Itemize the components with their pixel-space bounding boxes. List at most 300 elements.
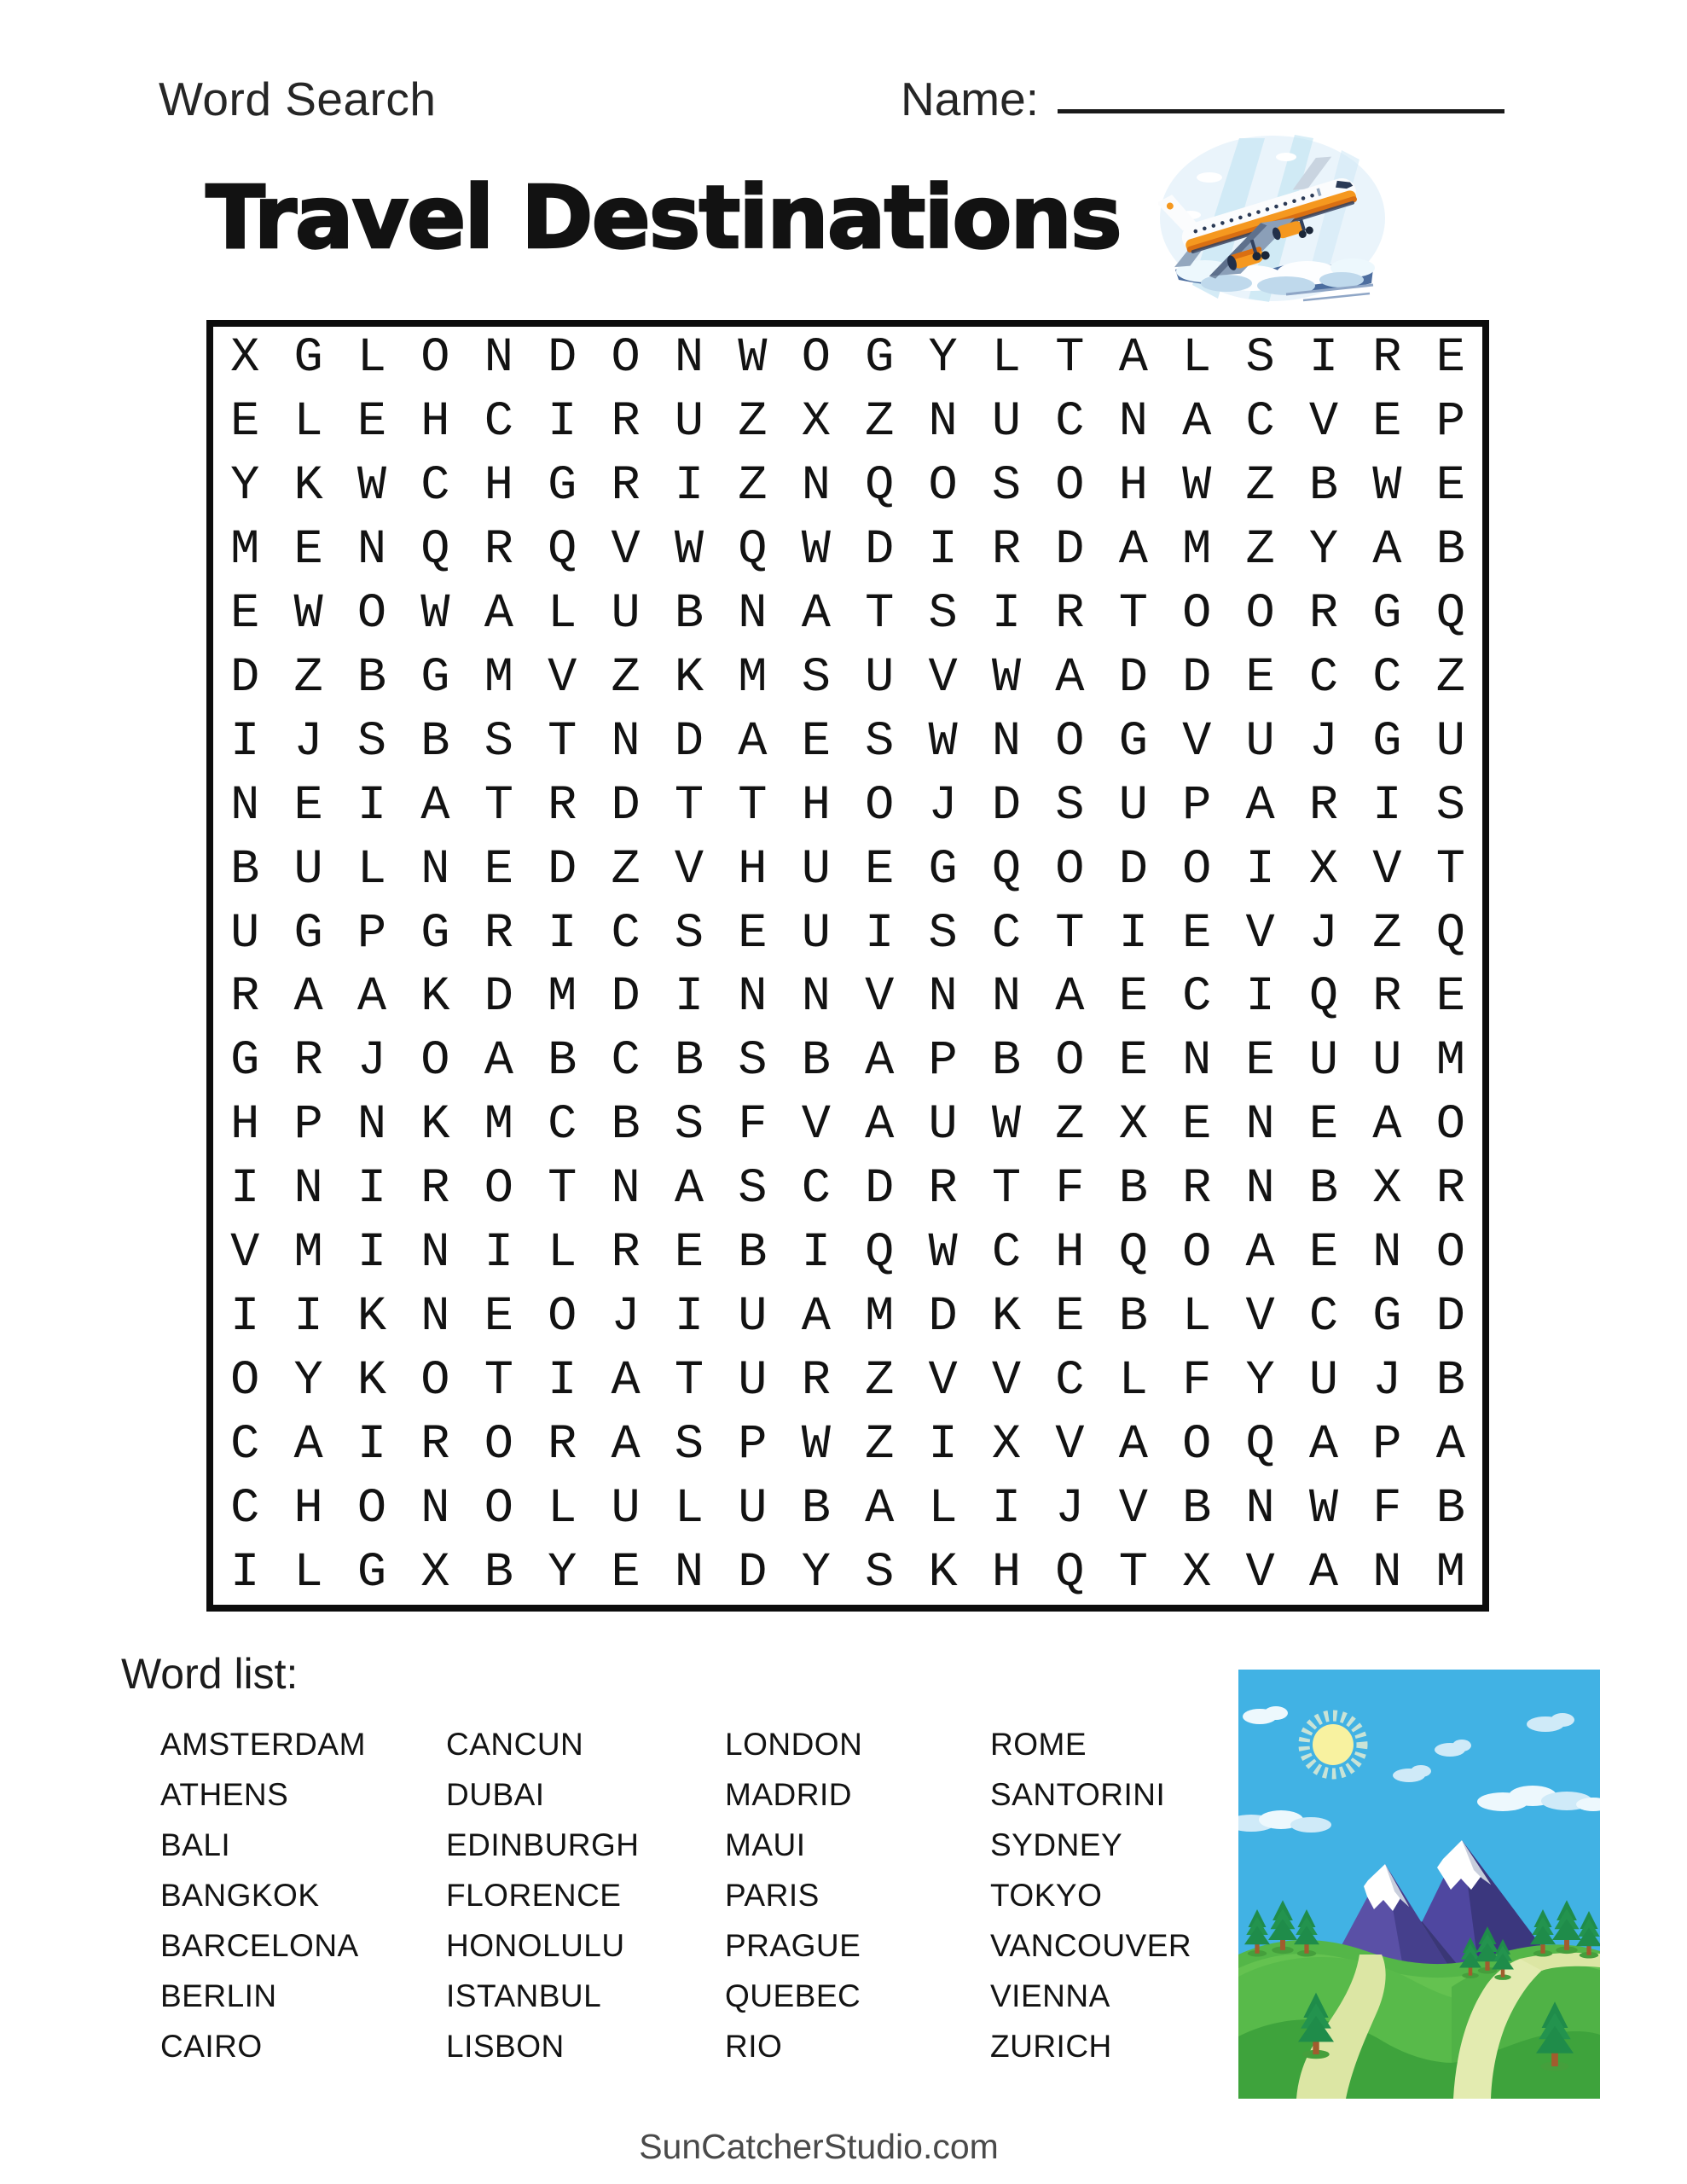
grid-letter: B	[1182, 1481, 1212, 1536]
grid-letter: A	[357, 970, 387, 1025]
grid-letter: K	[357, 1289, 387, 1345]
grid-letter: R	[1308, 778, 1339, 834]
grid-letter: D	[611, 970, 641, 1025]
landscape-illustration	[1238, 1670, 1600, 2099]
grid-letter: D	[865, 523, 895, 578]
grid-letter: P	[738, 1417, 768, 1472]
grid-letter: I	[674, 459, 704, 514]
grid-letter: I	[230, 1545, 260, 1600]
grid-letter: Z	[865, 1417, 895, 1472]
grid-letter: O	[357, 1481, 387, 1536]
grid-letter: I	[865, 906, 895, 961]
grid-letter: A	[1372, 1098, 1402, 1153]
grid-letter: U	[611, 1481, 641, 1536]
grid-letter: C	[801, 1162, 831, 1217]
grid-letter: M	[293, 1226, 323, 1281]
grid-letter: J	[611, 1289, 641, 1345]
grid-letter: D	[865, 1162, 895, 1217]
grid-letter: C	[1055, 1353, 1085, 1409]
word-search-grid	[206, 320, 1489, 1612]
grid-letter: B	[484, 1545, 513, 1600]
grid-letter: A	[484, 1034, 513, 1089]
grid-letter: B	[674, 1034, 704, 1089]
grid-letter: I	[674, 970, 704, 1025]
grid-letter: E	[484, 842, 513, 897]
grid-letter: R	[548, 778, 577, 834]
word-list-item: CAIRO	[160, 2029, 263, 2064]
grid-letter: T	[1118, 1545, 1148, 1600]
grid-letter: J	[1372, 1353, 1402, 1409]
grid-letter: N	[611, 1162, 641, 1217]
grid-letter: X	[1118, 1098, 1148, 1153]
grid-letter: U	[738, 1481, 768, 1536]
grid-letter: N	[230, 778, 260, 834]
grid-letter: V	[1182, 714, 1212, 770]
page-header-label: Word Search	[159, 73, 437, 125]
grid-letter: N	[484, 331, 513, 386]
word-list-item: SANTORINI	[990, 1777, 1166, 1812]
grid-letter: E	[1118, 970, 1148, 1025]
grid-letter: R	[1435, 1162, 1465, 1217]
grid-letter: A	[1435, 1417, 1465, 1472]
grid-letter: Y	[1245, 1353, 1275, 1409]
grid-letter: C	[1245, 395, 1275, 450]
grid-letter: B	[674, 587, 704, 642]
grid-letter: S	[674, 906, 704, 961]
grid-letter: W	[801, 523, 831, 578]
word-list-item: VIENNA	[990, 1978, 1110, 2013]
word-list-item: BERLIN	[160, 1978, 277, 2013]
grid-letter: C	[991, 906, 1022, 961]
grid-letter: E	[1118, 1034, 1148, 1089]
grid-letter: A	[865, 1034, 895, 1089]
grid-letter: W	[738, 331, 768, 386]
grid-letter: E	[674, 1226, 704, 1281]
word-list-item: FLORENCE	[446, 1878, 622, 1913]
grid-letter: P	[357, 906, 387, 961]
grid-letter: A	[1245, 778, 1275, 834]
grid-letter: N	[1372, 1545, 1402, 1600]
grid-letter: M	[1182, 523, 1212, 578]
grid-letter: Y	[230, 459, 260, 514]
grid-letter: Q	[420, 523, 450, 578]
grid-letter: O	[1055, 459, 1085, 514]
grid-letter: V	[1372, 842, 1402, 897]
grid-letter: J	[293, 714, 323, 770]
grid-letter: F	[1182, 1353, 1212, 1409]
grid-letter: D	[1182, 650, 1212, 706]
grid-letter: G	[230, 1034, 260, 1089]
grid-letter: G	[420, 906, 450, 961]
grid-letter: U	[738, 1289, 768, 1345]
grid-letter: D	[674, 714, 704, 770]
grid-letter: N	[674, 331, 704, 386]
grid-letter: O	[420, 1034, 450, 1089]
grid-letter: A	[420, 778, 450, 834]
word-list-item: VANCOUVER	[990, 1928, 1192, 1963]
grid-letter: Z	[611, 842, 641, 897]
grid-letter: R	[991, 523, 1022, 578]
grid-letter: D	[738, 1545, 768, 1600]
grid-letter: U	[1372, 1034, 1402, 1089]
grid-letter: W	[357, 459, 387, 514]
grid-letter: A	[865, 1481, 895, 1536]
grid-letter: B	[548, 1034, 577, 1089]
grid-letter: Y	[548, 1545, 577, 1600]
grid-letter: Q	[1308, 970, 1339, 1025]
grid-letter: U	[1308, 1034, 1339, 1089]
grid-letter: B	[1118, 1162, 1148, 1217]
grid-letter: U	[1435, 714, 1465, 770]
grid-letter: T	[1435, 842, 1465, 897]
grid-letter: I	[1245, 842, 1275, 897]
grid-letter: I	[548, 395, 577, 450]
word-list-item: PARIS	[725, 1878, 820, 1913]
grid-letter: N	[420, 842, 450, 897]
grid-letter: I	[674, 1289, 704, 1345]
grid-letter: P	[928, 1034, 958, 1089]
grid-letter: O	[1055, 714, 1085, 770]
grid-letter: A	[1055, 650, 1085, 706]
grid-letter: O	[420, 331, 450, 386]
grid-letter: Z	[611, 650, 641, 706]
grid-letter: D	[1055, 523, 1085, 578]
grid-letter: V	[611, 523, 641, 578]
grid-letter: K	[293, 459, 323, 514]
grid-letter: R	[548, 1417, 577, 1472]
grid-letter: G	[293, 331, 323, 386]
footer-site-text: SunCatcherStudio.com	[639, 2127, 999, 2166]
name-label: Name:	[901, 73, 1039, 125]
grid-letter: X	[1182, 1545, 1212, 1600]
grid-letter: G	[1372, 1289, 1402, 1345]
grid-letter: D	[484, 970, 513, 1025]
grid-letter: A	[1308, 1417, 1339, 1472]
grid-letter: S	[801, 650, 831, 706]
grid-letter: D	[928, 1289, 958, 1345]
grid-letter: A	[484, 587, 513, 642]
grid-letter: Q	[865, 459, 895, 514]
grid-letter: Z	[865, 395, 895, 450]
grid-letter: B	[991, 1034, 1022, 1089]
grid-letter: Z	[738, 395, 768, 450]
grid-letter: E	[357, 395, 387, 450]
grid-letter: R	[801, 1353, 831, 1409]
word-list-item: LISBON	[446, 2029, 565, 2064]
word-list-item: SYDNEY	[990, 1827, 1123, 1862]
grid-letter: D	[1118, 650, 1148, 706]
grid-letter: U	[611, 587, 641, 642]
grid-letter: D	[548, 331, 577, 386]
grid-letter: E	[801, 714, 831, 770]
grid-letter: H	[230, 1098, 260, 1153]
word-list-item: TOKYO	[990, 1878, 1103, 1913]
grid-letter: T	[1055, 331, 1085, 386]
grid-letter: U	[293, 842, 323, 897]
grid-letter: F	[738, 1098, 768, 1153]
grid-letter: E	[738, 906, 768, 961]
grid-letter: N	[928, 395, 958, 450]
grid-letter: S	[738, 1162, 768, 1217]
grid-letter: S	[1435, 778, 1465, 834]
grid-letter: Z	[1372, 906, 1402, 961]
grid-letter: X	[991, 1417, 1022, 1472]
grid-letter: W	[1308, 1481, 1339, 1536]
grid-letter: S	[865, 714, 895, 770]
grid-letter: N	[1245, 1162, 1275, 1217]
grid-letter: N	[1245, 1481, 1275, 1536]
grid-letter: T	[548, 1162, 577, 1217]
grid-letter: I	[357, 1162, 387, 1217]
grid-letter: X	[1308, 842, 1339, 897]
grid-letter: U	[865, 650, 895, 706]
word-list-column	[990, 1719, 1191, 2071]
grid-letter: L	[1118, 1353, 1148, 1409]
grid-letter: Q	[548, 523, 577, 578]
grid-letter: O	[357, 587, 387, 642]
grid-letter: K	[928, 1545, 958, 1600]
grid-letter: I	[928, 1417, 958, 1472]
grid-letter: Y	[801, 1545, 831, 1600]
grid-letter: O	[484, 1417, 513, 1472]
word-list-item: BARCELONA	[160, 1928, 359, 1963]
word-list-item: BALI	[160, 1827, 231, 1862]
grid-letter: O	[230, 1353, 260, 1409]
grid-letter: G	[548, 459, 577, 514]
grid-letter: O	[1182, 1226, 1212, 1281]
grid-letter: K	[991, 1289, 1022, 1345]
grid-letter: N	[357, 523, 387, 578]
grid-letter: U	[928, 1098, 958, 1153]
grid-letter: N	[738, 970, 768, 1025]
grid-letter: P	[1182, 778, 1212, 834]
grid-letter: L	[293, 1545, 323, 1600]
grid-letter: O	[1182, 587, 1212, 642]
grid-letter: O	[1245, 587, 1275, 642]
grid-letter: L	[548, 1226, 577, 1281]
grid-letter: A	[1245, 1226, 1275, 1281]
grid-letter: M	[548, 970, 577, 1025]
grid-letter: M	[484, 1098, 513, 1153]
grid-letter: E	[1182, 1098, 1212, 1153]
grid-letter: O	[420, 1353, 450, 1409]
grid-letter: X	[230, 331, 260, 386]
grid-letter: R	[293, 1034, 323, 1089]
airplane-illustration	[1158, 133, 1387, 307]
grid-letter: E	[230, 587, 260, 642]
grid-letter: W	[674, 523, 704, 578]
grid-letter: Z	[1245, 459, 1275, 514]
grid-letter: L	[293, 395, 323, 450]
grid-letter: S	[928, 587, 958, 642]
grid-letter: H	[991, 1545, 1022, 1600]
grid-letter: D	[1435, 1289, 1465, 1345]
grid-letter: Q	[1435, 587, 1465, 642]
word-list-item: LONDON	[725, 1727, 863, 1762]
grid-letter: V	[928, 1353, 958, 1409]
grid-letter: D	[230, 650, 260, 706]
grid-letter: V	[865, 970, 895, 1025]
grid-letter: O	[801, 331, 831, 386]
grid-letter: A	[293, 970, 323, 1025]
grid-letter: B	[1118, 1289, 1148, 1345]
word-list-item: HONOLULU	[446, 1928, 625, 1963]
grid-letter: Q	[1055, 1545, 1085, 1600]
grid-letter: C	[991, 1226, 1022, 1281]
grid-letter: V	[801, 1098, 831, 1153]
grid-letter: N	[991, 714, 1022, 770]
grid-letter: V	[1055, 1417, 1085, 1472]
grid-letter: Z	[293, 650, 323, 706]
grid-letter: B	[801, 1034, 831, 1089]
grid-letter: V	[1245, 906, 1275, 961]
grid-letter: W	[293, 587, 323, 642]
word-list-item: ATHENS	[160, 1777, 289, 1812]
grid-letter: E	[1308, 1226, 1339, 1281]
grid-letter: R	[1182, 1162, 1212, 1217]
grid-letter: E	[1182, 906, 1212, 961]
grid-letter: M	[230, 523, 260, 578]
grid-letter: A	[674, 1162, 704, 1217]
grid-letter: Y	[928, 331, 958, 386]
grid-letter: A	[801, 1289, 831, 1345]
grid-letter: E	[1435, 331, 1465, 386]
word-list-item: QUEBEC	[725, 1978, 861, 2013]
grid-letter: R	[484, 906, 513, 961]
grid-letter: I	[548, 906, 577, 961]
grid-letter: N	[991, 970, 1022, 1025]
grid-letter: U	[1245, 714, 1275, 770]
grid-letter: I	[293, 1289, 323, 1345]
grid-letter: V	[1308, 395, 1339, 450]
grid-letter: D	[548, 842, 577, 897]
grid-letter: W	[991, 1098, 1022, 1153]
grid-letter: O	[1435, 1098, 1465, 1153]
grid-letter: U	[801, 842, 831, 897]
grid-letter: I	[1308, 331, 1339, 386]
word-list-column	[160, 1719, 366, 2071]
grid-letter: U	[738, 1353, 768, 1409]
grid-letter: T	[1118, 587, 1148, 642]
grid-letter: V	[928, 650, 958, 706]
grid-letter: J	[1308, 906, 1339, 961]
grid-letter: I	[1372, 778, 1402, 834]
grid-letter: B	[738, 1226, 768, 1281]
word-list-item: EDINBURGH	[446, 1827, 640, 1862]
grid-letter: O	[484, 1481, 513, 1536]
word-list-item: PRAGUE	[725, 1928, 861, 1963]
grid-letter: T	[484, 778, 513, 834]
grid-letter: K	[674, 650, 704, 706]
grid-letter: G	[865, 331, 895, 386]
grid-letter: B	[1308, 1162, 1339, 1217]
grid-letter: A	[801, 587, 831, 642]
grid-letter: O	[1182, 842, 1212, 897]
grid-letter: J	[357, 1034, 387, 1089]
grid-letter: R	[420, 1162, 450, 1217]
grid-letter: O	[1182, 1417, 1212, 1472]
grid-letter: X	[1372, 1162, 1402, 1217]
grid-letter: V	[1245, 1289, 1275, 1345]
grid-letter: I	[357, 1226, 387, 1281]
word-list-item: ROME	[990, 1727, 1087, 1762]
grid-letter: I	[357, 778, 387, 834]
grid-letter: V	[1118, 1481, 1148, 1536]
word-list-item: MADRID	[725, 1777, 852, 1812]
grid-letter: S	[928, 906, 958, 961]
grid-letter: D	[1118, 842, 1148, 897]
grid-letter: K	[357, 1353, 387, 1409]
grid-letter: M	[484, 650, 513, 706]
grid-letter: A	[1118, 523, 1148, 578]
grid-letter: R	[611, 459, 641, 514]
grid-letter: F	[1055, 1162, 1085, 1217]
grid-letter: Q	[738, 523, 768, 578]
grid-letter: H	[801, 778, 831, 834]
grid-letter: B	[611, 1098, 641, 1153]
grid-letter: N	[357, 1098, 387, 1153]
grid-letter: I	[1118, 906, 1148, 961]
grid-letter: E	[293, 778, 323, 834]
grid-letter: V	[1245, 1545, 1275, 1600]
grid-letter: T	[674, 1353, 704, 1409]
grid-letter: Z	[1435, 650, 1465, 706]
grid-letter: B	[1435, 523, 1465, 578]
grid-letter: C	[484, 395, 513, 450]
grid-letter: Q	[991, 842, 1022, 897]
grid-letter: W	[928, 1226, 958, 1281]
grid-letter: L	[991, 331, 1022, 386]
grid-letter: E	[611, 1545, 641, 1600]
grid-letter: S	[484, 714, 513, 770]
grid-letter: T	[991, 1162, 1022, 1217]
grid-letter: U	[801, 906, 831, 961]
grid-letter: G	[420, 650, 450, 706]
grid-letter: N	[801, 459, 831, 514]
grid-letter: J	[1308, 714, 1339, 770]
grid-letter: J	[1055, 1481, 1085, 1536]
grid-letter: D	[611, 778, 641, 834]
grid-letter: A	[865, 1098, 895, 1153]
grid-letter: Q	[1118, 1226, 1148, 1281]
cloud-icon	[1197, 172, 1222, 183]
grid-letter: B	[1435, 1481, 1465, 1536]
grid-letter: T	[674, 778, 704, 834]
grid-letter: G	[1372, 587, 1402, 642]
grid-letter: N	[674, 1545, 704, 1600]
grid-letter: B	[1435, 1353, 1465, 1409]
grid-letter: T	[1055, 906, 1085, 961]
grid-letter: Q	[1435, 906, 1465, 961]
grid-letter: O	[484, 1162, 513, 1217]
grid-letter: I	[801, 1226, 831, 1281]
grid-letter: L	[548, 1481, 577, 1536]
grid-letter: U	[230, 906, 260, 961]
grid-letter: C	[611, 1034, 641, 1089]
word-list-item: CANCUN	[446, 1727, 584, 1762]
grid-letter: C	[230, 1417, 260, 1472]
name-blank-line	[1058, 109, 1504, 113]
grid-letter: E	[1308, 1098, 1339, 1153]
grid-letter: N	[738, 587, 768, 642]
grid-letter: R	[611, 395, 641, 450]
grid-letter: E	[1245, 1034, 1275, 1089]
grid-letter: S	[674, 1417, 704, 1472]
grid-letter: S	[357, 714, 387, 770]
grid-letter: O	[865, 778, 895, 834]
grid-letter: R	[420, 1417, 450, 1472]
word-list-item: ISTANBUL	[446, 1978, 602, 2013]
